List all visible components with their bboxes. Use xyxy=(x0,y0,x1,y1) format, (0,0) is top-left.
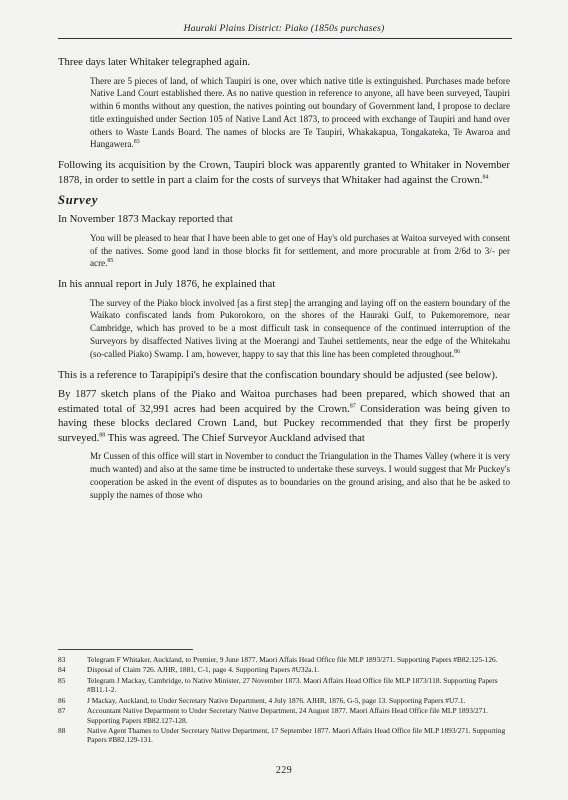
footnote-text: Telegram J Mackay, Cambridge, to Native Minister, 27 November 1873. Maori Affairs Head Office file MLP 1873/118. Supporting Papers #B11.1-2. xyxy=(87,675,498,695)
header-rule xyxy=(58,38,512,39)
paragraph-5-text: This is a reference to Tarapipipi's desire that the confiscation boundary should be adjusted (see below). xyxy=(58,368,498,381)
footnote-text: Accountant Native Department to Under Secretary Native Department, 24 August 1877. Maori Affairs Head Office file MLP 1893/271. Supporting Papers #B82.127-128. xyxy=(87,706,488,725)
paragraph-6-text-b: Consideration was being given to having these blocks declared Crown Land, but Puckey recommended that they first be properly surveyed. xyxy=(58,402,510,444)
block-quote-4 xyxy=(58,450,510,501)
footnote-text: Telegram F Whitaker, Auckland, to Premier, 9 June 1877. Maori Affais Head Office file MLP 1893/271. Supporting Papers #B82.125-126. xyxy=(87,655,498,664)
paragraph-5 xyxy=(58,368,510,383)
footnote-ref-84[interactable]: 84 xyxy=(482,174,489,181)
footnote-ref-87[interactable]: 87 xyxy=(349,403,356,410)
footnote-number: 85 xyxy=(58,675,66,685)
footnote xyxy=(58,726,510,745)
main-text xyxy=(58,55,510,508)
footnote xyxy=(58,676,510,695)
paragraph-4 xyxy=(58,277,510,292)
paragraph-2 xyxy=(58,158,510,187)
footnote-text: Disposal of Claim 726. AJHR, 1881, C-1, page 4. Supporting Papers #U32a.1. xyxy=(87,665,319,675)
footnote-ref-85[interactable]: 85 xyxy=(107,258,114,265)
footnote-ref-83[interactable]: 83 xyxy=(133,139,140,146)
block-quote-2 xyxy=(58,232,510,270)
footnotes xyxy=(58,655,510,746)
page-number: 229 xyxy=(275,765,293,776)
footnote-ref-88[interactable]: 88 xyxy=(99,432,106,439)
block-quote-4-text: Mr Cussen of this office will start in November to conduct the Triangulation in the Thames Valley (where it is very much wanted) and also at the same time be instructed to undertake these surveys. I would suggest that Mr Puckey's cooperation be asked in the event of disputes as to boundaries on the ground arising, and also that he be asked to supply the names of those who xyxy=(90,451,510,500)
footnote-number: 87 xyxy=(58,706,66,716)
footnote xyxy=(58,696,510,705)
paragraph-4-text: In his annual report in July 1876, he explained that xyxy=(58,278,276,291)
footnote-number: 83 xyxy=(58,655,66,664)
paragraph-3-text: In November 1873 Mackay reported that xyxy=(58,213,233,226)
section-heading: Survey xyxy=(58,193,99,208)
footnote xyxy=(58,706,510,725)
paragraph-2-text: Following its acquisition by the Crown, Taupiri block was apparently granted to Whitaker in November 1878, in order to settle in part a claim for the costs of surveys that Whitaker had against the Crown. xyxy=(58,159,510,186)
footnote xyxy=(58,655,510,664)
footnote-ref-86[interactable]: 86 xyxy=(454,348,461,355)
footnote-text: Native Agent Thames to Under Secretary Native Department, 17 September 1877. Maori Affairs Head Office file MLP 1893/271. Supporting Papers #B82.129-131. xyxy=(87,726,506,745)
footnote-number: 88 xyxy=(58,726,66,736)
paragraph-6 xyxy=(58,387,510,445)
paragraph-3 xyxy=(58,212,510,227)
paragraph-1 xyxy=(58,55,510,70)
footnote-number: 86 xyxy=(58,695,66,705)
block-quote-1 xyxy=(58,75,510,152)
footnote-rule xyxy=(58,649,193,650)
running-header: Hauraki Plains District: Piako (1850s purchases) xyxy=(183,23,385,34)
footnote xyxy=(58,665,510,674)
block-quote-3-text: The survey of the Piako block involved [as a first step] the arranging and laying off on the eastern boundary of the Waikato confiscated lands from Pukorokoro, on the shores of the Hauraki Gulf, to Pukemoremore, near Cambridge, which has proved to be a most difficult task in consequence of the continued interruption of the Surveyors by disaffected Natives living at the Moerangi and Tauhei settlements, near the edge of the Whitekahu (so-called Piako) Swamp. I am, however, happy to say that this line has been completed throughout. xyxy=(90,297,510,359)
block-quote-3 xyxy=(58,297,510,361)
footnote-number: 84 xyxy=(58,665,66,675)
paragraph-6-text-a: By 1877 sketch plans of the Piako and Waitoa purchases had been prepared, which showed that an estimated total of 32,991 acres had been acquired by the Crown. xyxy=(58,388,510,415)
block-quote-1-text: There are 5 pieces of land, of which Taupiri is one, over which native title is extinguished. Purchases made before Native Land Court established there. As no native question in reference to anyone, all have been surveyed, Taupiri within 6 months without any question, the natives pointing out boundary of Government land, I propose to declare title extinguished under Section 105 of Native Land Act 1873, to proceed with exchange of Taupiri and hand over others to Waste Lands Board. The names of blocks are Te Taupiri, Whakakapua, Tongakateka, Te Awaroa and Hangawera. xyxy=(90,75,510,150)
paragraph-1-text: Three days later Whitaker telegraphed again. xyxy=(58,56,251,68)
footnote-text: J Mackay, Auckland, to Under Secretary Native Department, 4 July 1876. AJHR, 1876, G-5, page 13. Supporting Papers #U7.1. xyxy=(87,695,466,705)
block-quote-2-text: You will be pleased to hear that I have been able to get one of Hay's old purchases at Waitoa surveyed with consent of the natives. Some good land in those blocks fit for settlement, and more procurable at from 2/6d to 3/- per acre. xyxy=(90,232,510,269)
paragraph-6-text-c: This was agreed. The Chief Surveyor Auckland advised that xyxy=(105,431,365,444)
